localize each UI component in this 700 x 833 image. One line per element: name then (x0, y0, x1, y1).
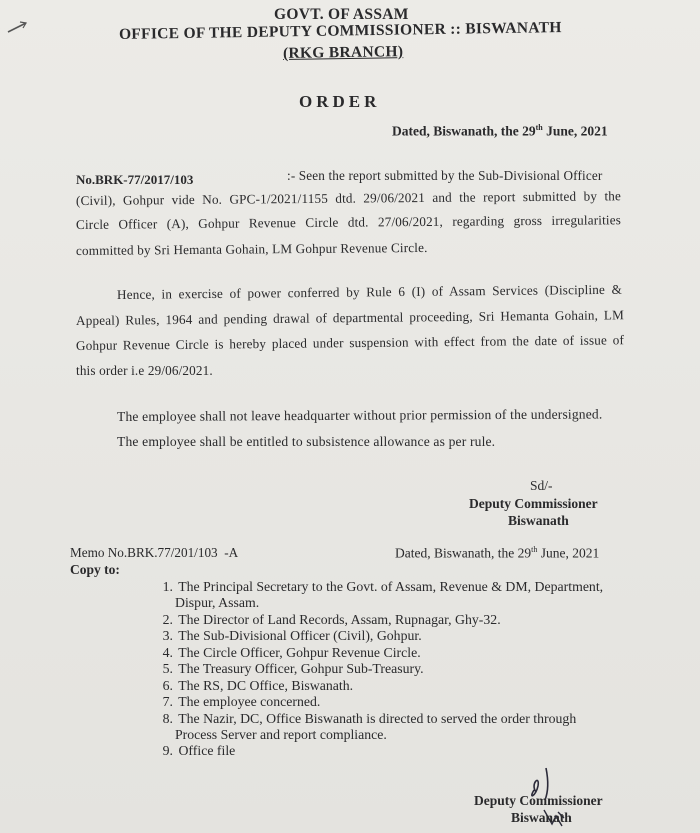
memo-date-prefix: Dated, Biswanath, the 29 (395, 545, 532, 561)
copy-item-text: The Sub-Divisional Officer (Civil), Gohpur. (178, 628, 422, 643)
copy-item-number: 1. (162, 579, 173, 594)
signature1-designation: Deputy Commissioner (469, 496, 598, 511)
order-date (392, 123, 608, 140)
order-number: No.BRK-77/2017/103 (76, 172, 194, 187)
copy-item-1-cont (175, 595, 259, 611)
copy-item-number: 8. (162, 711, 173, 726)
copy-item-5 (148, 661, 424, 677)
pen-mark-icon (6, 20, 28, 34)
copy-item-text: The Circle Officer, Gohpur Revenue Circle. (178, 645, 421, 660)
copy-item-8-cont (175, 727, 387, 743)
para3-line2: The employee shall be entitled to subsistence allowance as per rule. (117, 434, 496, 449)
order-date-prefix: Dated, Biswanath, the 29 (392, 123, 536, 139)
signature2-place: Biswanath (511, 810, 572, 825)
header-office: OFFICE OF THE DEPUTY COMMISSIONER :: BISWANATH (118, 19, 562, 43)
copy-item-text: The employee concerned. (178, 694, 321, 709)
copy-item-9 (148, 743, 235, 759)
memo-date (395, 545, 599, 562)
copy-item-number: 9. (162, 743, 173, 758)
signature2-designation: Deputy Commissioner (474, 793, 603, 808)
copy-item-text-cont: Dispur, Assam. (175, 595, 260, 610)
memo-date-suffix: June, 2021 (537, 545, 600, 561)
signature1-sd: Sd/- (530, 478, 553, 493)
header-branch: (RKG BRANCH) (282, 43, 404, 62)
memo-number: Memo No.BRK.77/201/103 -A (70, 545, 239, 560)
copy-item-7 (148, 694, 320, 710)
para2-line3: Gohpur Revenue Circle is hereby placed under suspension with effect from the date of issue of (75, 332, 625, 353)
copy-item-text: Office file (178, 743, 236, 758)
memo-copy-to: Copy to: (70, 562, 120, 577)
copy-item-text: The Treasury Officer, Gohpur Sub-Treasury. (178, 661, 424, 676)
para2-line4: this order i.e 29/06/2021. (76, 363, 213, 378)
copy-item-number: 3. (162, 628, 173, 643)
copy-item-number: 4. (162, 645, 173, 660)
copy-item-4 (148, 645, 421, 661)
memo-date-sup: th (531, 545, 538, 554)
copy-item-number: 7. (162, 694, 173, 709)
copy-item-8 (148, 711, 576, 727)
para1-line3: Circle Officer (A), Gohpur Revenue Circle dtd. 27/06/2021, regarding gross irregularities (75, 212, 622, 232)
copy-item-text: The Nazir, DC, Office Biswanath is directed to served the order through (178, 711, 577, 726)
copy-item-number: 5. (162, 661, 173, 676)
para2-line2: Appeal) Rules, 1964 and pending drawal of departmental proceeding, Sri Hemanta Gohain, LM (75, 307, 625, 328)
para3-line1: The employee shall not leave headquarter without prior permission of the undersigned. (116, 406, 603, 424)
header-govt: GOVT. OF ASSAM (274, 6, 409, 23)
copy-item-number: 2. (162, 612, 173, 627)
copy-item-number: 6. (162, 678, 173, 693)
para1-line2: (Civil), Gohpur vide No. GPC-1/2021/1155 dtd. 29/06/2021 and the report submitted by the (75, 188, 622, 208)
copy-item-text: The RS, DC Office, Biswanath. (178, 678, 354, 693)
order-date-suffix: June, 2021 (542, 123, 608, 139)
order-date-sup: th (535, 123, 543, 132)
copy-item-text-cont: Process Server and report compliance. (175, 727, 387, 742)
signature1-place: Biswanath (508, 513, 569, 528)
para1-line1: :- Seen the report submitted by the Sub-Divisional Officer (287, 168, 603, 183)
copy-item-6 (148, 678, 353, 694)
para1-line4: committed by Sri Hemanta Gohain, LM Gohpur Revenue Circle. (75, 239, 428, 258)
copy-item-text: The Principal Secretary to the Govt. of Assam, Revenue & DM, Department, (178, 579, 604, 594)
copy-item-text: The Director of Land Records, Assam, Rupnagar, Ghy-32. (178, 612, 501, 627)
para2-line1: Hence, in exercise of power conferred by Rule 6 (I) of Assam Services (Discipline & (116, 281, 623, 302)
copy-item-3 (148, 628, 422, 644)
order-title: ORDER (299, 92, 381, 111)
copy-item-2 (148, 612, 501, 628)
copy-item-1 (148, 579, 603, 595)
